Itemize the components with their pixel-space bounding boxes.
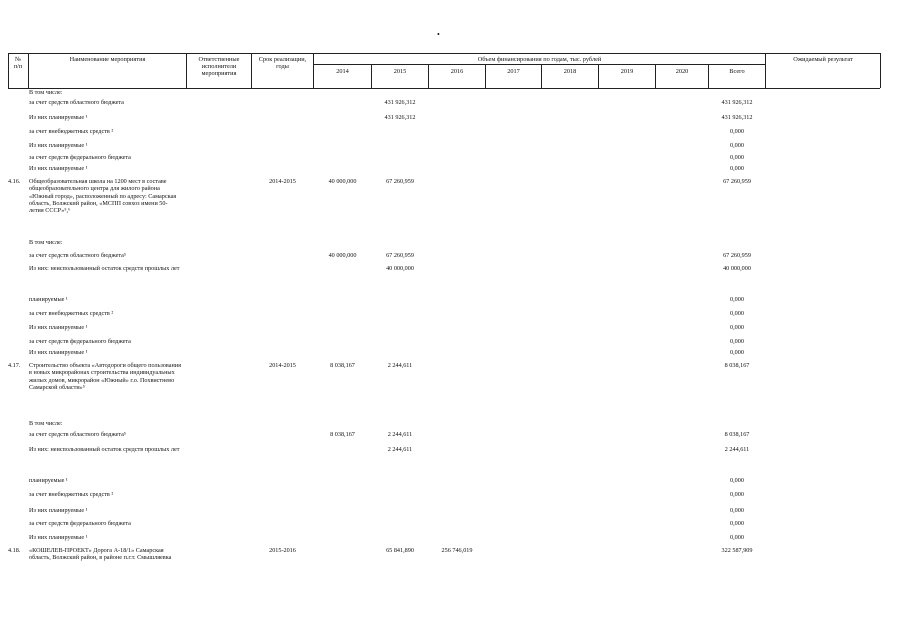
row-total: 0,000 [730,296,744,303]
row-name: за счет средств областного бюджета [29,99,124,106]
row-name: В том числе: [29,89,63,96]
row-name: за счет внебюджетных средств ² [29,128,114,135]
row-name: «КОШЕЛЕВ-ПРОЕКТ» Дорога А-18/1» Самарская область, Волжский район, в районе п.г.т. Смышляевка [29,547,172,562]
row-v2015: 67 260,959 [386,178,414,185]
row-name: Из них планируемые ¹ [29,142,88,149]
row-total: 0,000 [730,520,744,527]
row-period: 2014-2015 [269,178,296,185]
header-num: № п/п [13,56,23,70]
row-v2015: 65 841,890 [386,547,414,554]
row-v2015: 2 244,611 [387,446,413,453]
row-name: Из них: неиспользованный остаток средств прошлых лет [29,446,180,453]
header-year: 2016 [450,68,464,75]
row-name: В том числе: [29,420,63,427]
row-v2016: 256 746,019 [441,547,473,554]
header-year: 2018 [563,68,577,75]
header-years-line [313,64,765,65]
row-name: Из них планируемые ¹ [29,165,88,172]
row-name: Общеобразовательная школа на 1200 мест в составе общеобразовательного центра для жилого района «Южный город», расположенный по адресу: Самарская область, Волжский район, «МСПП совхоз имени 50-летия СССР»⁵,⁶ [29,178,177,215]
row-total: 431 926,312 [721,99,753,106]
row-v2014: 40 000,000 [328,252,357,259]
row-name: Из них планируемые ¹ [29,324,88,331]
header-responsible: Ответственные исполнители мероприятия [198,56,240,77]
header-year: 2020 [675,68,689,75]
row-name: В том числе: [29,239,63,246]
row-name: планируемые ¹ [29,296,68,303]
row-total: 0,000 [730,165,744,172]
row-total: 0,000 [730,534,744,541]
row-v2014: 8 038,167 [330,431,355,438]
row-name: за счет внебюджетных средств ² [29,491,114,498]
header-result: Ожидаемый результат [793,56,853,63]
row-name: планируемые ¹ [29,477,68,484]
header-year: 2019 [620,68,634,75]
row-total: 8 038,167 [724,362,750,369]
row-v2015: 40 000,000 [386,265,414,272]
page-mark: • [437,30,440,39]
header-period: Срок реализации, годы [258,56,307,70]
row-total: 431 926,312 [721,114,753,121]
row-total: 0,000 [730,310,744,317]
row-name: Из них планируемые ¹ [29,114,88,121]
row-name: за счет внебюджетных средств ² [29,310,114,317]
header-year: Всего [729,68,745,75]
row-name: за счет средств областного бюджета⁵ [29,431,127,438]
header-top-line [8,53,880,54]
row-total: 67 260,959 [723,178,751,185]
row-total: 0,000 [730,477,744,484]
row-name: за счет средств федерального бюджета [29,520,131,527]
row-total: 8 038,167 [724,431,750,438]
header-funding: Объем финансирования по годам, тыс. рублей [477,56,602,63]
row-v2015: 2 244,611 [387,431,413,438]
row-period: 2014-2015 [269,362,296,369]
row-total: 2 244,611 [724,446,750,453]
row-v2014: 40 000,000 [328,178,357,185]
row-total: 0,000 [730,154,744,161]
row-total: 0,000 [730,128,744,135]
row-name: Из них: неиспользованный остаток средств прошлых лет [29,265,180,272]
row-name: за счет средств областного бюджета⁵ [29,252,127,259]
row-total: 0,000 [730,142,744,149]
row-total: 0,000 [730,507,744,514]
row-total: 0,000 [730,324,744,331]
row-v2014: 8 038,167 [330,362,355,369]
row-total: 40 000,000 [723,265,751,272]
col-border [880,53,881,88]
row-name: за счет средств федерального бюджета [29,154,131,161]
row-period: 2015-2016 [269,547,296,554]
header-year: 2017 [507,68,520,75]
row-name: за счет средств федерального бюджета [29,338,131,345]
row-total: 67 260,959 [723,252,751,259]
row-num: 4.17. [8,362,21,369]
header-year: 2014 [336,68,349,75]
header-year: 2015 [393,68,407,75]
row-v2015: 67 260,959 [386,252,414,259]
row-name: Из них планируемые ¹ [29,534,88,541]
row-num: 4.16. [8,178,21,185]
row-total: 0,000 [730,491,744,498]
row-num: 4.18. [8,547,21,554]
row-total: 0,000 [730,349,744,356]
row-total: 322 587,909 [721,547,753,554]
header-name: Наименование мероприятия [69,56,146,63]
row-v2015: 431 926,312 [384,114,416,121]
row-name: Из них планируемые ¹ [29,507,88,514]
row-v2015: 2 244,611 [387,362,413,369]
row-name: Строительство объекта «Автодороги общего пользования в новых микрорайонах строительства индивидуальных жилых домов, микрорайон «Южный» г.о. Похвистнево Самарской области»⁵ [29,362,181,391]
row-v2015: 431 926,312 [384,99,416,106]
row-total: 0,000 [730,338,744,345]
row-name: Из них планируемые ¹ [29,349,88,356]
